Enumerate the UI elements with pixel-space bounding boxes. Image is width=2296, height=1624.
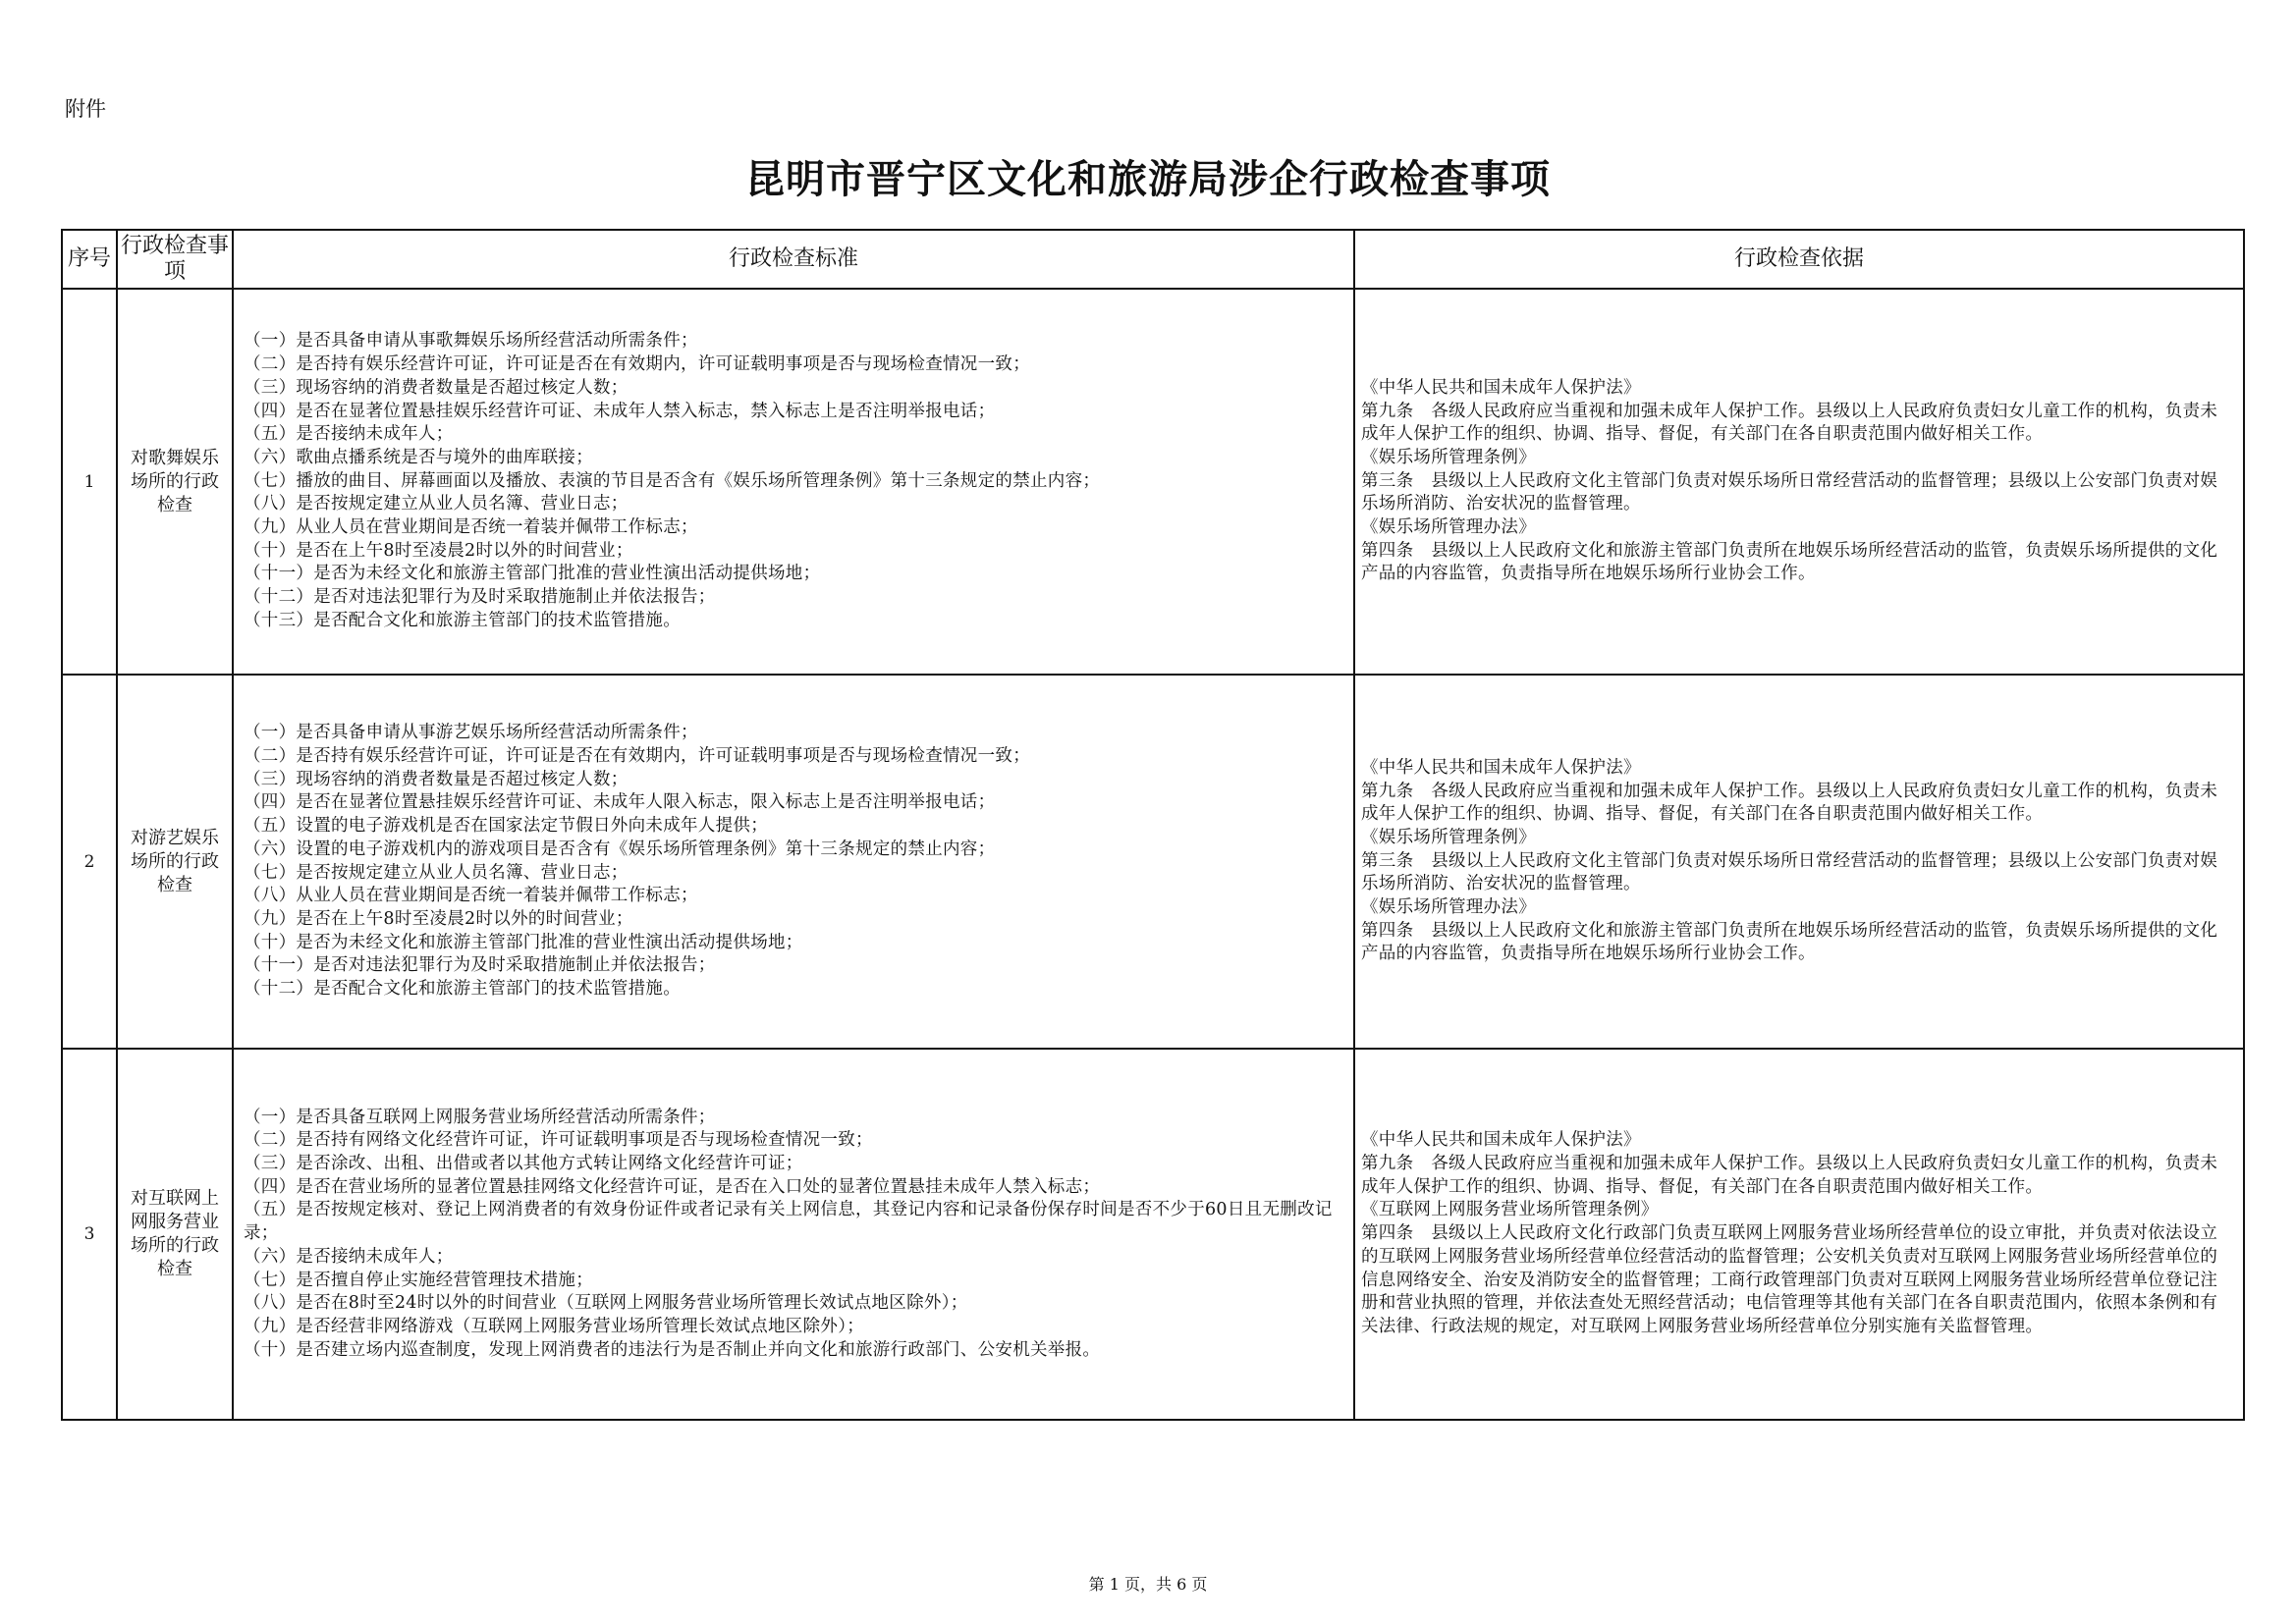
page-title: 昆明市晋宁区文化和旅游局涉企行政检查事项 bbox=[745, 156, 1551, 202]
text-line: （七）播放的曲目、屏幕画面以及播放、表演的节目是否含有《娱乐场所管理条例》第十三条规定的禁止内容； bbox=[244, 470, 1101, 491]
inspection-item: 对歌舞娱乐场所的行政检查 bbox=[117, 289, 233, 675]
text-line: （十二）是否配合文化和旅游主管部门的技术监管措施。 bbox=[244, 979, 681, 1000]
text-line: （四）是否在显著位置悬挂娱乐经营许可证、未成年人禁入标志，禁入标志上是否注明举报电话； bbox=[244, 401, 996, 421]
inspection-item: 对游艺娱乐场所的行政检查 bbox=[117, 675, 233, 1049]
page-number: 第 1 页，共 6 页 bbox=[1088, 1575, 1208, 1594]
text-line: （六）设置的电子游戏机内的游戏项目是否含有《娱乐场所管理条例》第十三条规定的禁止内容； bbox=[244, 839, 996, 859]
text-line: （二）是否持有网络文化经营许可证，许可证载明事项是否与现场检查情况一致； bbox=[244, 1130, 873, 1151]
inspection-standard bbox=[233, 289, 1354, 675]
text-line: 《娱乐场所管理条例》 bbox=[1361, 447, 1536, 467]
table-row bbox=[62, 1049, 2244, 1420]
text-line: （八）是否在8时至24时以外的时间营业（互联网上网服务营业场所管理长效试点地区除外）； bbox=[244, 1293, 968, 1314]
header-no: 序号 bbox=[62, 230, 117, 289]
text-line: （十）是否在上午8时至凌晨2时以外的时间营业； bbox=[244, 540, 633, 561]
text-line: （二）是否持有娱乐经营许可证，许可证是否在有效期内，许可证载明事项是否与现场检查情况一致； bbox=[244, 354, 1030, 375]
attachment-label: 附件 bbox=[65, 97, 106, 121]
text-line: （三）是否涂改、出租、出借或者以其他方式转让网络文化经营许可证； bbox=[244, 1154, 803, 1174]
text-line: 第三条 县级以上人民政府文化主管部门负责对娱乐场所日常经营活动的监督管理；县级以上公安部门负责对娱乐场所消防、治安状况的监督管理。 bbox=[1361, 850, 2218, 894]
text-line: （十）是否建立场内巡查制度，发现上网消费者的违法行为是否制止并向文化和旅游行政部门、公安机关举报。 bbox=[244, 1339, 1101, 1360]
text-line: （九）是否经营非网络游戏（互联网上网服务营业场所管理长效试点地区除外）； bbox=[244, 1316, 865, 1336]
inspection-table bbox=[61, 229, 2245, 1421]
text-line: （五）是否按规定核对、登记上网消费者的有效身份证件或者记录有关上网信息，其登记内容和记录备份保存时间是否不少于60日且无删改记录； bbox=[244, 1200, 1333, 1244]
text-line: 《娱乐场所管理办法》 bbox=[1361, 517, 1536, 538]
text-line: 《互联网上网服务营业场所管理条例》 bbox=[1361, 1200, 1659, 1220]
text-line: （九）是否在上午8时至凌晨2时以外的时间营业； bbox=[244, 908, 633, 929]
row-number: 1 bbox=[62, 289, 117, 675]
text-line: （一）是否具备互联网上网服务营业场所经营活动所需条件； bbox=[244, 1107, 716, 1127]
text-line: 第九条 各级人民政府应当重视和加强未成年人保护工作。县级以上人民政府负责妇女儿童工作的机构，负责未成年人保护工作的组织、协调、指导、督促，有关部门在各自职责范围内做好相关工作。 bbox=[1361, 1154, 2218, 1197]
row-number: 3 bbox=[62, 1049, 117, 1420]
text-line: （十三）是否配合文化和旅游主管部门的技术监管措施。 bbox=[244, 610, 681, 630]
text-line: （四）是否在营业场所的显著位置悬挂网络文化经营许可证，是否在入口处的显著位置悬挂未成年人禁入标志； bbox=[244, 1176, 1101, 1197]
text-line: 第四条 县级以上人民政府文化和旅游主管部门负责所在地娱乐场所经营活动的监管，负责娱乐场所提供的文化产品的内容监管，负责指导所在地娱乐场所行业协会工作。 bbox=[1361, 920, 2218, 964]
text-line: （五）是否接纳未成年人； bbox=[244, 424, 454, 445]
text-line: 第四条 县级以上人民政府文化和旅游主管部门负责所在地娱乐场所经营活动的监管，负责娱乐场所提供的文化产品的内容监管，负责指导所在地娱乐场所行业协会工作。 bbox=[1361, 540, 2218, 584]
text-line: （八）从业人员在营业期间是否统一着装并佩带工作标志； bbox=[244, 886, 698, 906]
inspection-standard bbox=[233, 1049, 1354, 1420]
text-line: 《娱乐场所管理条例》 bbox=[1361, 827, 1536, 847]
text-line: （二）是否持有娱乐经营许可证，许可证是否在有效期内，许可证载明事项是否与现场检查情况一致； bbox=[244, 745, 1030, 766]
text-line: （十二）是否对违法犯罪行为及时采取措施制止并依法报告； bbox=[244, 587, 716, 608]
text-line: （九）从业人员在营业期间是否统一着装并佩带工作标志； bbox=[244, 517, 698, 538]
header-basis: 行政检查依据 bbox=[1354, 230, 2244, 289]
header-standard: 行政检查标准 bbox=[233, 230, 1354, 289]
text-line: （六）是否接纳未成年人； bbox=[244, 1246, 454, 1267]
table-header-row bbox=[62, 230, 2244, 289]
row-number: 2 bbox=[62, 675, 117, 1049]
text-line: 第四条 县级以上人民政府文化行政部门负责互联网上网服务营业场所经营单位的设立审批，并负责对依法设立的互联网上网服务营业场所经营单位经营活动的监督管理；公安机关负责对互联网上网服务营业场所经营单位的信息网络安全、治安及消防安全的监督管理；工商行政管理部门负责对互联网上网服务营业场所经营单位登记注册和营业执照的管理，并依法查处无照经营活动；电信管理等其他有关部门在各自职责范围内，依照本条例和有关法律、行政法规的规定，对互联网上网服务营业场所经营单位分别实施有关监督管理。 bbox=[1361, 1223, 2218, 1336]
text-line: （八）是否按规定建立从业人员名簿、营业日志； bbox=[244, 494, 629, 514]
table-row bbox=[62, 675, 2244, 1049]
text-line: （四）是否在显著位置悬挂娱乐经营许可证、未成年人限入标志，限入标志上是否注明举报电话； bbox=[244, 792, 996, 813]
text-line: （七）是否擅自停止实施经营管理技术措施； bbox=[244, 1270, 593, 1290]
text-line: 《中华人民共和国未成年人保护法》 bbox=[1361, 757, 1641, 778]
text-line: （七）是否按规定建立从业人员名簿、营业日志； bbox=[244, 862, 629, 883]
text-line: （一）是否具备申请从事游艺娱乐场所经营活动所需条件； bbox=[244, 723, 698, 743]
table-row bbox=[62, 289, 2244, 675]
inspection-standard bbox=[233, 675, 1354, 1049]
text-line: （一）是否具备申请从事歌舞娱乐场所经营活动所需条件； bbox=[244, 331, 698, 352]
text-line: （五）设置的电子游戏机是否在国家法定节假日外向未成年人提供； bbox=[244, 816, 768, 837]
text-line: （六）歌曲点播系统是否与境外的曲库联接； bbox=[244, 447, 593, 467]
text-line: 第三条 县级以上人民政府文化主管部门负责对娱乐场所日常经营活动的监督管理；县级以上公安部门负责对娱乐场所消防、治安状况的监督管理。 bbox=[1361, 470, 2218, 514]
text-line: 第九条 各级人民政府应当重视和加强未成年人保护工作。县级以上人民政府负责妇女儿童工作的机构，负责未成年人保护工作的组织、协调、指导、督促，有关部门在各自职责范围内做好相关工作。 bbox=[1361, 781, 2218, 825]
text-line: （十一）是否对违法犯罪行为及时采取措施制止并依法报告； bbox=[244, 955, 716, 976]
text-line: 《中华人民共和国未成年人保护法》 bbox=[1361, 1130, 1641, 1151]
inspection-basis bbox=[1354, 675, 2244, 1049]
text-line: （三）现场容纳的消费者数量是否超过核定人数； bbox=[244, 377, 629, 398]
text-line: （十一）是否为未经文化和旅游主管部门批准的营业性演出活动提供场地； bbox=[244, 564, 821, 584]
text-line: （三）现场容纳的消费者数量是否超过核定人数； bbox=[244, 769, 629, 789]
text-line: 《娱乐场所管理办法》 bbox=[1361, 897, 1536, 918]
header-item: 行政检查事项 bbox=[117, 230, 233, 289]
inspection-item: 对互联网上网服务营业场所的行政检查 bbox=[117, 1049, 233, 1420]
text-line: （十）是否为未经文化和旅游主管部门批准的营业性演出活动提供场地； bbox=[244, 932, 803, 952]
text-line: 第九条 各级人民政府应当重视和加强未成年人保护工作。县级以上人民政府负责妇女儿童工作的机构，负责未成年人保护工作的组织、协调、指导、督促，有关部门在各自职责范围内做好相关工作。 bbox=[1361, 401, 2218, 445]
inspection-basis bbox=[1354, 289, 2244, 675]
text-line: 《中华人民共和国未成年人保护法》 bbox=[1361, 377, 1641, 398]
inspection-basis bbox=[1354, 1049, 2244, 1420]
